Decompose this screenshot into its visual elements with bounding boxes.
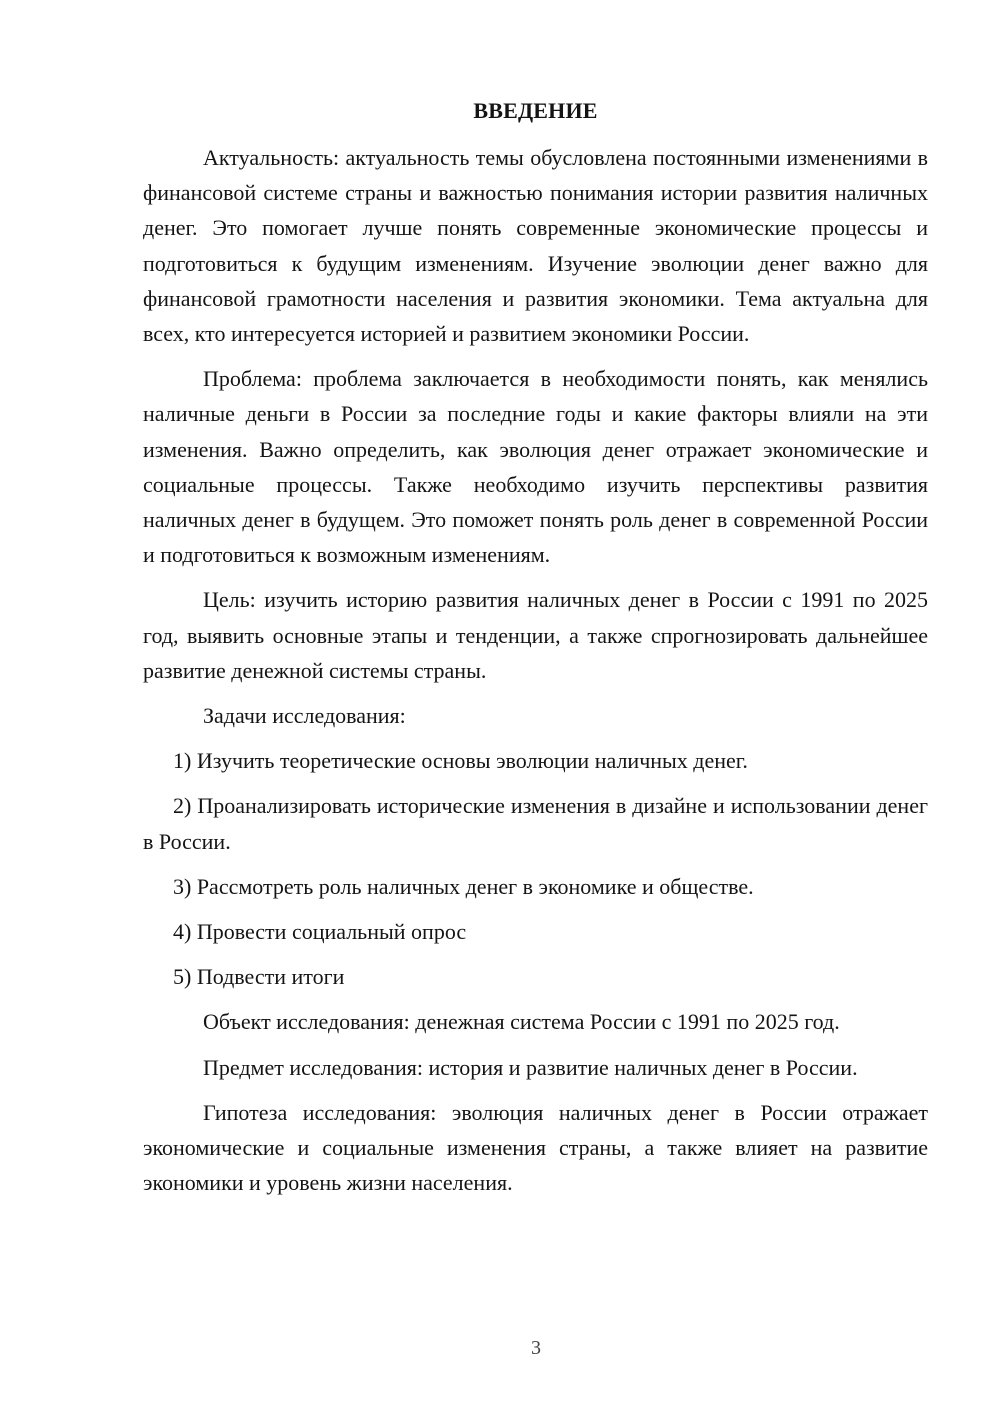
subject-paragraph: Предмет исследования: история и развитие наличных денег в России. bbox=[203, 1054, 858, 1080]
object-paragraph: Объект исследования: денежная система России с 1991 по 2025 год. bbox=[203, 1009, 840, 1035]
task-item-4: 4) Провести социальный опрос bbox=[173, 919, 467, 945]
relevance-paragraph: Актуальность: актуальность темы обусловлена постоянными изменениями в финансовой системе страны и важностью понимания истории развития наличных денег. Это помогает лучше понять современные экономические процессы и подготовиться к будущим изменениям. Изучение эволюции денег важно для финансовой грамотности населения и развития экономики. Тема актуальна для всех, кто интересуется историей и развитием экономики России. bbox=[143, 145, 928, 347]
section-title: ВВЕДЕНИЕ bbox=[473, 98, 598, 123]
hypothesis-paragraph: Гипотеза исследования: эволюция наличных денег в России отражает экономические и социальные изменения страны, а также влияет на развитие экономики и уровень жизни населения. bbox=[143, 1099, 928, 1196]
problem-paragraph: Проблема: проблема заключается в необходимости понять, как менялись наличные деньги в России за последние годы и какие факторы влияли на эти изменения. Важно определить, как эволюция денег отражает экономические и социальные процессы. Также необходимо изучить перспективы развития наличных денег в будущем. Это поможет понять роль денег в современной России и подготовиться к возможным изменениям. bbox=[143, 366, 928, 568]
document-body bbox=[143, 96, 928, 1210]
page-number: 3 bbox=[531, 1337, 541, 1359]
task-item-5: 5) Подвести итоги bbox=[173, 964, 345, 990]
task-item-1: 1) Изучить теоретические основы эволюции наличных денег. bbox=[173, 748, 748, 774]
goal-paragraph: Цель: изучить историю развития наличных денег в России с 1991 по 2025 год, выявить основные этапы и тенденции, а также спрогнозировать дальнейшее развитие денежной системы страны. bbox=[143, 587, 928, 683]
task-item-3: 3) Рассмотреть роль наличных денег в экономике и обществе. bbox=[173, 873, 754, 899]
tasks-heading: Задачи исследования: bbox=[203, 703, 406, 729]
task-item-2: 2) Проанализировать исторические изменения в дизайне и использовании денег в России. bbox=[143, 793, 928, 854]
